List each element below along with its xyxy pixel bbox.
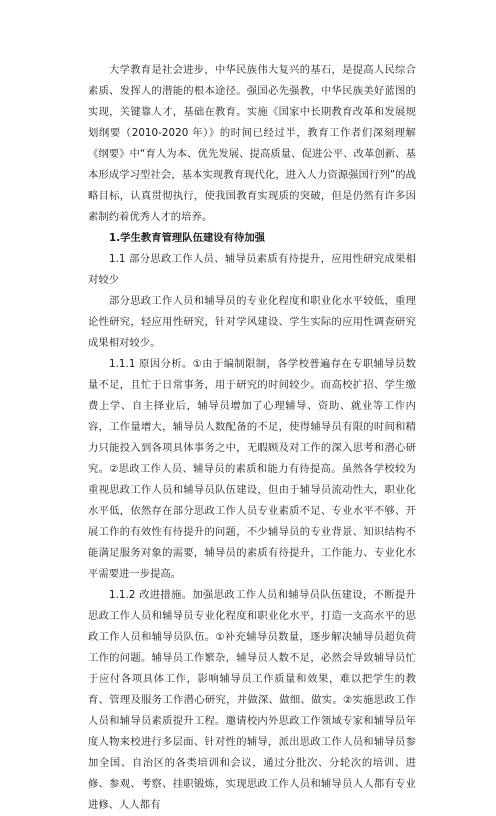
subsection-heading: 1.1 部分思政工作人员、辅导员素质有待提升，应用性研究成果相对较少	[88, 253, 416, 286]
section-heading: 1.学生教育管理队伍建设有待加强	[109, 232, 266, 244]
intro-paragraph: 大学教育是社会进步，中华民族伟大复兴的基石，是提高人民综合素质、发挥人的潜能的根本途径。强国必先强教，中华民族美好蓝图的实现，关键靠人才，基础在教育。实施《国家中长期教育改革和发展规划纲要（2010-2020 年）》的时间已经过半，教育工作者们深刻理解《纲要》中“育人为本、优先发展、提高质量、促进公平、改革创新、基本形成学习型社会，基本实现教育现代化，进入人力资源强国行列”的战略目标，认真贯彻执行，使我国教育实现质的突破，但是仍然有许多因素制约着优秀人才的培养。	[88, 64, 416, 223]
document-body	[88, 60, 416, 816]
body-paragraph: 1.1.1 原因分析。①由于编制限制，各学校普遍存在专职辅导员数量不足，且忙于日常事务，用于研究的时间较少。而高校扩招、学生缴费上学、自主择业后，辅导员增加了心理辅导、资助、就业等工作内容，工作量增大，辅导员人数配备的不足，使得辅导员有限的时间和精力只能投入到各项具体事务之中，无暇顾及对工作的深入思考和潜心研究。②思政工作人员、辅导员的素质和能力有待提高。虽然各学校较为重视思政工作人员和辅导员队伍建设，但由于辅导员流动性大，职业化水平低，依然存在部分思政工作人员专业素质不足、专业水平不够、开展工作的有效性有待提升的问题，不少辅导员的专业背景、知识结构不能满足服务对象的需要，辅导员的素质有待提升，工作能力、专业化水平需要进一步提高。	[88, 358, 416, 580]
body-paragraph: 1.1.2 改进措施。加强思政工作人员和辅导员队伍建设，不断提升思政工作人员和辅导员专业化程度和职业化水平，打造一支高水平的思政工作人员和辅导员队伍。①补充辅导员数量，逐步解决辅导员超负荷工作的问题。辅导员工作繁杂，辅导员人数不足，必然会导致辅导员忙于应付各项具体工作，影响辅导员工作质量和效果，难以把学生的教育、管理及服务工作潜心研究，并做深、做细、做实。②实施思政工作人员和辅导员素质提升工程。邀请校内外思政工作领域专家和辅导员年度人物来校进行多层面、针对性的辅导，派出思政工作人员和辅导员参加全国、自治区的各类培训和会议，通过分批次、分轮次的培训、进修、参观、考察、挂职锻炼，实现思政工作人员和辅导员人人都有专业进修、人人都有	[88, 589, 416, 811]
body-paragraph: 部分思政工作人员和辅导员的专业化程度和职业化水平较低，重理论性研究，轻应用性研究，针对学风建设、学生实际的应用性调查研究成果相对较少。	[88, 295, 416, 349]
